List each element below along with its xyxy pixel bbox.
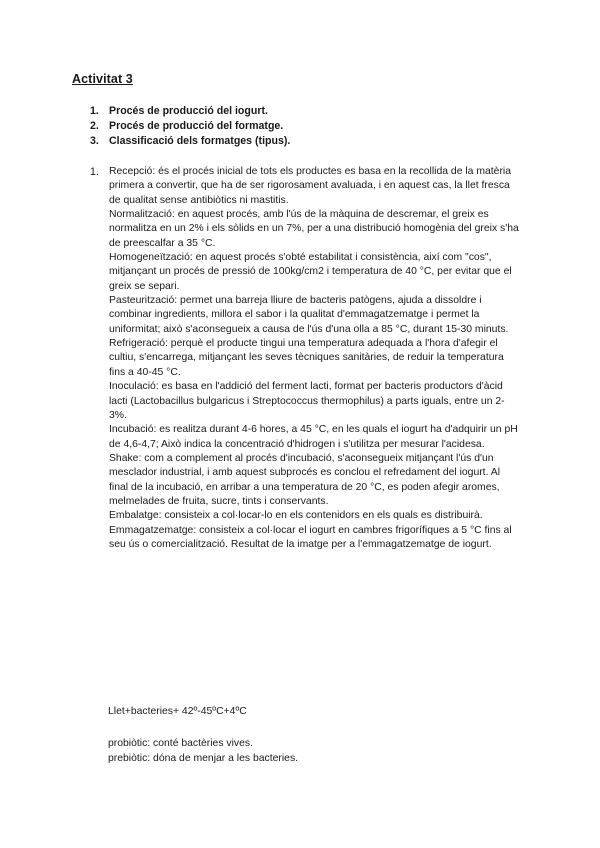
outline-list (90, 104, 290, 149)
outline-item-number: 1. (90, 105, 99, 117)
step-pasteurization: Pasteurització: permet una barreja lliure de bacteris patògens, ajuda a dissoldre i combinar ingredients, millora el sabor i la qualitat d'emmagatzematge i permet la uniformitat; això s'aconsegueix a causa de l'ús d'una olla a 85 °C, durant 15-30 minuts. (109, 295, 509, 335)
step-incubation: Incubació: es realitza durant 4-6 hores, a 45 °C, en les quals el iogurt ha d'adquirir un pH de 4,6-4,7; Això indica la concentració d'hidrogen i s'utilitza per mesurar l'acidesa. (109, 424, 518, 450)
step-normalization: Normalització: en aquest procés, amb l'ús de la màquina de descremar, el greix es normalitza en un 2% i els sòlids en un 7%, per a una distribució homogènia del greix s'ha de preescalfar a 35 °C. (109, 209, 519, 249)
step-storage: Emmagatzematge: consisteix a col·locar el iogurt en cambres frigorífiques a 5 °C fins al seu ús o comercialització. Resultat de la imatge per a l'emmagatzematge de iogurt. (109, 524, 512, 550)
outline-item (90, 119, 290, 134)
process-formula: Llet+bacteries+ 42º-45ºC+4ºC (108, 706, 247, 717)
outline-item (90, 104, 290, 119)
step-refrigeration: Refrigeració: perquè el producte tingui una temperatura adequada a l'hora d'afegir el cultiu, s'encarrega, mitjançant les seves tècniques sanitàries, de reduir la temperatura fins a 40-45 °C. (109, 338, 504, 378)
notes-block (108, 705, 298, 766)
note-prebiotic: prebiòtic: dóna de menjar a les bacteries. (108, 752, 299, 764)
step-reception: Recepció: és el procés inicial de tots els productes es basa en la recollida de la matèria primera a convertir, que ha de ser rigorosament avaluada, i en aquest cas, la llet fresca de qualitat sense antibiòtics ni mastitis. (109, 166, 511, 206)
step-inoculation: Inoculació: es basa en l'addició del ferment lacti, format per bacteris productors d'àcid lacti (Lactobacillus bulgaricus i Streptococcus thermophilus) a parts iguals, entre un 2-3%. (109, 381, 505, 421)
outline-item-number: 2. (90, 120, 99, 132)
note-probiotic: probiòtic: conté bactèries vives. (108, 738, 253, 750)
step-homogenization: Homogeneïtzació: en aquest procés s'obté estabilitat i consistència, així com "cos", mitjançant un procés de pressió de 100kg/cm2 i temperatura de 40 °C, per evitar que el greix se separi. (109, 252, 512, 292)
outline-item (90, 134, 290, 149)
step-shake: Shake: com a complement al procés d'incubació, s'aconsegueix mitjançant l'ús d'un mesclador industrial, i amb aquest subprocés es conclou el refredament del iogurt. Al final de la incubació, en arribar a una temperatura de 20 °C, es poden afegir aromes, melmelades de fruita, sucre, tints i conservants. (109, 452, 501, 507)
outline-item-text: Classificació dels formatges (tipus). (109, 135, 291, 147)
process-steps (109, 165, 520, 552)
step-packaging: Embalatge: consisteix a col·locar-lo en els contenidors en els quals es distribuirà. (109, 510, 483, 522)
outline-item-number: 3. (90, 135, 99, 147)
section-number: 1. (90, 166, 99, 178)
outline-item-text: Procés de producció del formatge. (109, 120, 284, 132)
outline-item-text: Procés de producció del iogurt. (109, 105, 268, 117)
yogurt-process-section (90, 165, 520, 552)
page-title: Activitat 3 (72, 72, 133, 86)
